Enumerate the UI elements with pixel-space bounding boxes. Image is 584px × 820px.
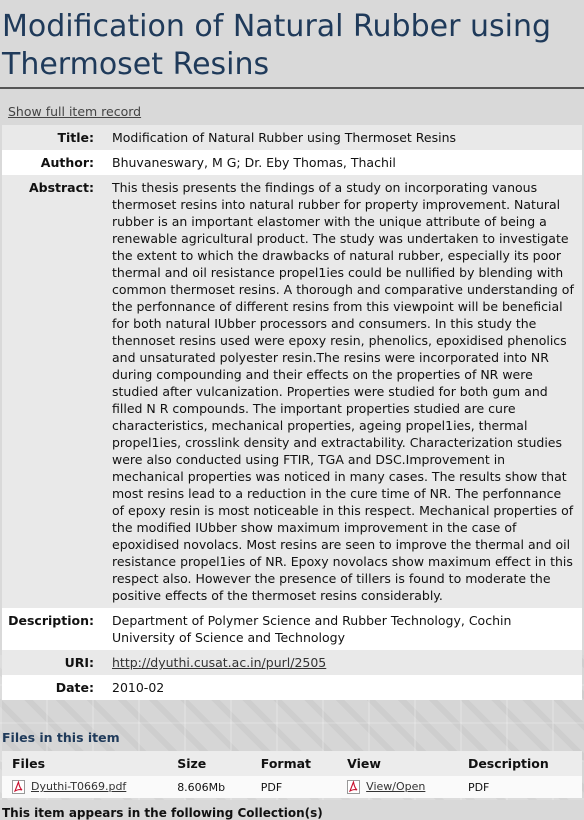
files-heading: Files in this item — [2, 730, 120, 745]
files-table — [2, 751, 582, 798]
metadata-value: Department of Polymer Science and Rubber Technology, Cochin University of Science and Technology — [112, 613, 512, 645]
uri-link[interactable]: http://dyuthi.cusat.ac.in/purl/2505 — [112, 655, 327, 670]
metadata-row-title — [2, 125, 582, 150]
metadata-label: URI: — [64, 655, 94, 670]
file-name-cell — [2, 776, 167, 798]
metadata-label: Description: — [8, 613, 94, 628]
metadata-value: 2010-02 — [112, 680, 165, 695]
file-format: PDF — [251, 776, 337, 798]
metadata-value: Modification of Natural Rubber using Thermoset Resins — [112, 130, 457, 145]
metadata-label: Abstract: — [28, 180, 94, 195]
pdf-icon — [347, 780, 360, 794]
metadata-value: Bhuvaneswary, M G; Dr. Eby Thomas, Thachil — [112, 155, 396, 170]
metadata-label: Author: — [40, 155, 94, 170]
metadata-value — [106, 650, 582, 675]
metadata-label: Title: — [57, 130, 94, 145]
metadata-row-date — [2, 675, 582, 700]
files-header-row — [2, 751, 582, 776]
metadata-row-description — [2, 608, 582, 650]
files-column-header: Files — [2, 751, 167, 776]
page-title: Modification of Natural Rubber using Thermoset Resins — [0, 0, 584, 89]
abstract-text: This thesis presents the findings of a study on incorporating vanous thermoset resins into natural rubber for property improvement. Natural rubber is an important elastomer with the unique attribute of being a renewable agricultural product. The study was undertaken to investigate the extent to which the drawbacks of natural rubber, especially its poor thermal and oil resistance propel1ies could be nullified by blending with common thermoset resins. A thorough and comparative understanding of the perfonnance of different resins from this viewpoint will be beneficial for both natural IUbber processors and consumers. In this study the thennoset resins used were epoxy resin, phenolics, epoxidised phenolics and unsaturated polyester resin.The resins were incorporated into NR during compounding and their effects on the properties of NR were studied after vulcanization. Properties were studied for both gum and filled N R compounds. The important properties studied are cure characteristics, mechanical properties, ageing propel1ies, thermal propel1ies, crosslink density and extractability. Characterization studies were also conducted using FTIR, TGA and DSC.Improvement in mechanical properties was noticed in many cases. The results show that most resins lead to a reduction in the cure time of NR. The perfonnance of epoxy resin is most noticeable in this respect. Mechanical properties of the modified IUbber show maximum improvement in the case of epoxidised novolacs. Most resins are seen to improve the thermal and oil resistance propel1ies of NR. Epoxy novolacs show maximum effect in this respect also. However the presence of tillers is found to moderate the positive effects of the thermoset resins considerably. — [112, 180, 574, 603]
file-description: PDF — [458, 776, 582, 798]
show-full-record-link[interactable]: Show full item record — [8, 104, 142, 119]
metadata-row-abstract — [2, 175, 582, 608]
file-download-link[interactable]: Dyuthi-T0669.pdf — [31, 780, 127, 793]
collections-heading: This item appears in the following Collection(s) — [2, 806, 323, 820]
view-open-link[interactable]: View/Open — [366, 780, 426, 793]
files-column-header: View — [337, 751, 458, 776]
metadata-label: Date: — [55, 680, 94, 695]
file-view-cell — [337, 776, 458, 798]
pdf-icon — [12, 780, 25, 794]
files-column-header: Description — [458, 751, 582, 776]
metadata-row-uri — [2, 650, 582, 675]
files-column-header: Size — [167, 751, 251, 776]
files-column-header: Format — [251, 751, 337, 776]
file-size: 8.606Mb — [167, 776, 251, 798]
file-row — [2, 776, 582, 798]
metadata-table — [2, 125, 582, 700]
metadata-row-author — [2, 150, 582, 175]
